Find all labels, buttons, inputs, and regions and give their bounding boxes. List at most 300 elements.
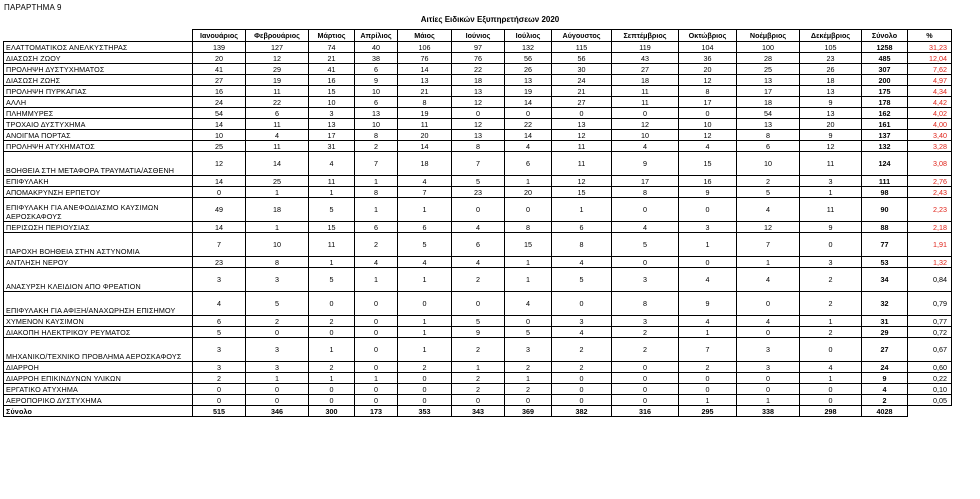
month-value-cell: 9 bbox=[800, 130, 862, 141]
month-value-cell: 5 bbox=[193, 327, 246, 338]
month-value-cell: 7 bbox=[355, 152, 398, 176]
table-row bbox=[4, 119, 952, 130]
month-value-cell: 22 bbox=[505, 119, 552, 130]
cause-cell: ΑΝΟΙΓΜΑ ΠΟΡΤΑΣ bbox=[4, 130, 193, 141]
month-value-cell: 0 bbox=[505, 395, 552, 406]
month-value-cell: 40 bbox=[355, 42, 398, 53]
header-cell: Αύγουστος bbox=[552, 30, 612, 42]
month-value-cell: 4 bbox=[737, 198, 800, 222]
month-value-cell: 104 bbox=[679, 42, 737, 53]
month-value-cell: 0 bbox=[452, 108, 505, 119]
month-value-cell: 3 bbox=[309, 108, 355, 119]
month-value-cell: 74 bbox=[309, 42, 355, 53]
table-row bbox=[4, 316, 952, 327]
month-value-cell: 1 bbox=[452, 362, 505, 373]
table-row bbox=[4, 75, 952, 86]
month-value-cell: 31 bbox=[309, 141, 355, 152]
total-cell: 1258 bbox=[862, 42, 908, 53]
month-value-cell: 12 bbox=[737, 222, 800, 233]
month-value-cell: 41 bbox=[193, 64, 246, 75]
header-cell: Νοέμβριος bbox=[737, 30, 800, 42]
table-row bbox=[4, 86, 952, 97]
sum-empty-cell bbox=[908, 406, 952, 417]
table-row bbox=[4, 176, 952, 187]
month-value-cell: 11 bbox=[800, 198, 862, 222]
month-value-cell: 13 bbox=[452, 86, 505, 97]
total-cell: 485 bbox=[862, 53, 908, 64]
month-value-cell: 9 bbox=[800, 222, 862, 233]
month-value-cell: 3 bbox=[800, 176, 862, 187]
cause-cell: ΕΡΓΑΤΙΚΟ ΑΤΥΧΗΜΑ bbox=[4, 384, 193, 395]
total-cell: 111 bbox=[862, 176, 908, 187]
sum-label: Σύνολο bbox=[4, 406, 193, 417]
month-value-cell: 1 bbox=[355, 176, 398, 187]
cause-cell: ΕΠΙΦΥΛΑΚΗ ΓΙΑ ΑΝΕΦΟΔΙΑΣΜΟ ΚΑΥΣΙΜΩΝ ΑΕΡΟΣΚΑΦΟΥΣ bbox=[4, 198, 193, 222]
month-value-cell: 0 bbox=[612, 198, 679, 222]
month-value-cell: 23 bbox=[800, 53, 862, 64]
month-value-cell: 1 bbox=[679, 233, 737, 257]
month-value-cell: 13 bbox=[800, 86, 862, 97]
month-value-cell: 0 bbox=[612, 395, 679, 406]
total-cell: 4 bbox=[862, 384, 908, 395]
month-value-cell: 0 bbox=[355, 338, 398, 362]
month-value-cell: 11 bbox=[800, 152, 862, 176]
month-value-cell: 5 bbox=[398, 233, 452, 257]
sum-month-cell: 298 bbox=[800, 406, 862, 417]
cause-cell: ΤΡΟΧΑΙΟ ΔΥΣΤΥΧΗΜΑ bbox=[4, 119, 193, 130]
month-value-cell: 8 bbox=[737, 130, 800, 141]
month-value-cell: 11 bbox=[398, 119, 452, 130]
percent-cell: 4,34 bbox=[908, 86, 952, 97]
month-value-cell: 21 bbox=[398, 86, 452, 97]
month-value-cell: 0 bbox=[309, 327, 355, 338]
percent-cell: 1,32 bbox=[908, 257, 952, 268]
month-value-cell: 0 bbox=[452, 198, 505, 222]
cause-cell: ΕΛΑΤΤΟΜΑΤΙΚΟΣ ΑΝΕΛΚΥΣΤΗΡΑΣ bbox=[4, 42, 193, 53]
month-value-cell: 10 bbox=[737, 152, 800, 176]
month-value-cell: 0 bbox=[612, 362, 679, 373]
month-value-cell: 100 bbox=[737, 42, 800, 53]
month-value-cell: 115 bbox=[552, 42, 612, 53]
month-value-cell: 1 bbox=[800, 316, 862, 327]
month-value-cell: 2 bbox=[800, 292, 862, 316]
percent-cell: 4,97 bbox=[908, 75, 952, 86]
month-value-cell: 105 bbox=[800, 42, 862, 53]
month-value-cell: 2 bbox=[452, 268, 505, 292]
sum-month-cell: 346 bbox=[246, 406, 309, 417]
month-value-cell: 11 bbox=[246, 141, 309, 152]
total-cell: 34 bbox=[862, 268, 908, 292]
percent-cell: 3,40 bbox=[908, 130, 952, 141]
header-corner bbox=[4, 30, 193, 42]
month-value-cell: 1 bbox=[398, 327, 452, 338]
percent-cell: 4,42 bbox=[908, 97, 952, 108]
month-value-cell: 5 bbox=[737, 187, 800, 198]
month-value-cell: 22 bbox=[452, 64, 505, 75]
table-row bbox=[4, 257, 952, 268]
month-value-cell: 20 bbox=[398, 130, 452, 141]
month-value-cell: 0 bbox=[552, 108, 612, 119]
table-row bbox=[4, 384, 952, 395]
month-value-cell: 12 bbox=[679, 75, 737, 86]
month-value-cell: 12 bbox=[679, 130, 737, 141]
month-value-cell: 56 bbox=[505, 53, 552, 64]
total-cell: 29 bbox=[862, 327, 908, 338]
total-cell: 88 bbox=[862, 222, 908, 233]
percent-cell: 2,43 bbox=[908, 187, 952, 198]
percent-cell: 2,76 bbox=[908, 176, 952, 187]
total-cell: 307 bbox=[862, 64, 908, 75]
header-cell: Σεπτέμβριος bbox=[612, 30, 679, 42]
month-value-cell: 0 bbox=[355, 327, 398, 338]
percent-cell: 1,91 bbox=[908, 233, 952, 257]
month-value-cell: 4 bbox=[398, 176, 452, 187]
month-value-cell: 4 bbox=[679, 268, 737, 292]
month-value-cell: 49 bbox=[193, 198, 246, 222]
header-cell: Ιούλιος bbox=[505, 30, 552, 42]
month-value-cell: 6 bbox=[505, 152, 552, 176]
month-value-cell: 4 bbox=[612, 222, 679, 233]
month-value-cell: 0 bbox=[505, 316, 552, 327]
month-value-cell: 4 bbox=[452, 222, 505, 233]
month-value-cell: 11 bbox=[246, 119, 309, 130]
total-cell: 161 bbox=[862, 119, 908, 130]
cause-cell: ΒΟΗΘΕΙΑ ΣΤΗ ΜΕΤΑΦΟΡΑ ΤΡΑΥΜΑΤΙΑ/ΑΣΘΕΝΗ bbox=[4, 152, 193, 176]
table-row bbox=[4, 141, 952, 152]
month-value-cell: 2 bbox=[679, 362, 737, 373]
cause-cell: ΠΑΡΟΧΗ ΒΟΗΘΕΙΑ ΣΤΗΝ ΑΣΤΥΝΟΜΙΑ bbox=[4, 233, 193, 257]
month-value-cell: 1 bbox=[398, 268, 452, 292]
month-value-cell: 4 bbox=[679, 141, 737, 152]
month-value-cell: 15 bbox=[309, 222, 355, 233]
total-cell: 98 bbox=[862, 187, 908, 198]
month-value-cell: 3 bbox=[246, 268, 309, 292]
month-value-cell: 4 bbox=[552, 327, 612, 338]
percent-cell: 12,04 bbox=[908, 53, 952, 64]
table-row bbox=[4, 395, 952, 406]
percent-cell: 0,22 bbox=[908, 373, 952, 384]
total-cell: 32 bbox=[862, 292, 908, 316]
month-value-cell: 0 bbox=[737, 292, 800, 316]
month-value-cell: 20 bbox=[679, 64, 737, 75]
month-value-cell: 10 bbox=[309, 97, 355, 108]
month-value-cell: 2 bbox=[505, 384, 552, 395]
month-value-cell: 1 bbox=[505, 176, 552, 187]
month-value-cell: 4 bbox=[612, 141, 679, 152]
month-value-cell: 18 bbox=[612, 75, 679, 86]
total-cell: 24 bbox=[862, 362, 908, 373]
month-value-cell: 19 bbox=[398, 108, 452, 119]
month-value-cell: 1 bbox=[505, 373, 552, 384]
percent-cell: 2,23 bbox=[908, 198, 952, 222]
month-value-cell: 3 bbox=[505, 338, 552, 362]
month-value-cell: 12 bbox=[452, 119, 505, 130]
sum-total-cell: 4028 bbox=[862, 406, 908, 417]
month-value-cell: 1 bbox=[246, 222, 309, 233]
month-value-cell: 4 bbox=[398, 257, 452, 268]
month-value-cell: 27 bbox=[193, 75, 246, 86]
month-value-cell: 0 bbox=[398, 395, 452, 406]
month-value-cell: 14 bbox=[398, 64, 452, 75]
percent-cell: 0,84 bbox=[908, 268, 952, 292]
month-value-cell: 139 bbox=[193, 42, 246, 53]
month-value-cell: 12 bbox=[452, 97, 505, 108]
month-value-cell: 25 bbox=[193, 141, 246, 152]
cause-cell: ΑΕΡΟΠΟΡΙΚΟ ΔΥΣΤΥΧΗΜΑ bbox=[4, 395, 193, 406]
month-value-cell: 26 bbox=[505, 64, 552, 75]
month-value-cell: 0 bbox=[737, 373, 800, 384]
month-value-cell: 0 bbox=[552, 395, 612, 406]
month-value-cell: 28 bbox=[737, 53, 800, 64]
sum-month-cell: 338 bbox=[737, 406, 800, 417]
month-value-cell: 23 bbox=[193, 257, 246, 268]
month-value-cell: 2 bbox=[612, 327, 679, 338]
month-value-cell: 1 bbox=[309, 257, 355, 268]
month-value-cell: 0 bbox=[246, 384, 309, 395]
month-value-cell: 10 bbox=[246, 233, 309, 257]
month-value-cell: 9 bbox=[355, 75, 398, 86]
month-value-cell: 0 bbox=[355, 395, 398, 406]
month-value-cell: 11 bbox=[552, 141, 612, 152]
month-value-cell: 3 bbox=[679, 222, 737, 233]
month-value-cell: 12 bbox=[552, 130, 612, 141]
total-cell: 137 bbox=[862, 130, 908, 141]
header-cell: Ιανουάριος bbox=[193, 30, 246, 42]
month-value-cell: 2 bbox=[246, 316, 309, 327]
cause-cell: ΧΥΜΕΝΟΝ ΚΑΥΣΙΜΟΝ bbox=[4, 316, 193, 327]
month-value-cell: 5 bbox=[552, 268, 612, 292]
percent-cell: 4,00 bbox=[908, 119, 952, 130]
month-value-cell: 12 bbox=[246, 53, 309, 64]
cause-cell: ΜΗΧΑΝΙΚΟ/ΤΕΧΝΙΚΟ ΠΡΟΒΛΗΜΑ ΑΕΡΟΣΚΑΦΟΥΣ bbox=[4, 338, 193, 362]
month-value-cell: 0 bbox=[679, 373, 737, 384]
cause-cell: ΠΡΟΛΗΨΗ ΠΥΡΚΑΓΙΑΣ bbox=[4, 86, 193, 97]
month-value-cell: 0 bbox=[355, 362, 398, 373]
sum-month-cell: 369 bbox=[505, 406, 552, 417]
sum-month-cell: 353 bbox=[398, 406, 452, 417]
header-cell: Οκτώβριος bbox=[679, 30, 737, 42]
month-value-cell: 10 bbox=[355, 119, 398, 130]
month-value-cell: 119 bbox=[612, 42, 679, 53]
month-value-cell: 7 bbox=[398, 187, 452, 198]
month-value-cell: 0 bbox=[679, 108, 737, 119]
month-value-cell: 3 bbox=[193, 268, 246, 292]
month-value-cell: 9 bbox=[612, 152, 679, 176]
total-cell: 124 bbox=[862, 152, 908, 176]
table-row bbox=[4, 108, 952, 119]
month-value-cell: 14 bbox=[193, 176, 246, 187]
month-value-cell: 0 bbox=[612, 373, 679, 384]
table-row bbox=[4, 97, 952, 108]
month-value-cell: 0 bbox=[193, 395, 246, 406]
percent-cell: 0,67 bbox=[908, 338, 952, 362]
month-value-cell: 6 bbox=[737, 141, 800, 152]
month-value-cell: 0 bbox=[355, 292, 398, 316]
month-value-cell: 12 bbox=[800, 141, 862, 152]
month-value-cell: 3 bbox=[193, 362, 246, 373]
month-value-cell: 1 bbox=[552, 198, 612, 222]
month-value-cell: 3 bbox=[612, 316, 679, 327]
month-value-cell: 19 bbox=[246, 75, 309, 86]
month-value-cell: 11 bbox=[552, 152, 612, 176]
month-value-cell: 8 bbox=[612, 292, 679, 316]
month-value-cell: 0 bbox=[355, 316, 398, 327]
percent-cell: 3,08 bbox=[908, 152, 952, 176]
month-value-cell: 9 bbox=[800, 97, 862, 108]
month-value-cell: 0 bbox=[612, 384, 679, 395]
month-value-cell: 0 bbox=[679, 384, 737, 395]
month-value-cell: 18 bbox=[246, 198, 309, 222]
month-value-cell: 10 bbox=[612, 130, 679, 141]
month-value-cell: 1 bbox=[309, 338, 355, 362]
month-value-cell: 2 bbox=[309, 362, 355, 373]
month-value-cell: 127 bbox=[246, 42, 309, 53]
month-value-cell: 0 bbox=[246, 327, 309, 338]
month-value-cell: 4 bbox=[309, 152, 355, 176]
month-value-cell: 0 bbox=[505, 198, 552, 222]
month-value-cell: 30 bbox=[552, 64, 612, 75]
month-value-cell: 8 bbox=[679, 86, 737, 97]
table-row bbox=[4, 64, 952, 75]
cause-cell: ΑΛΛΗ bbox=[4, 97, 193, 108]
month-value-cell: 8 bbox=[398, 97, 452, 108]
month-value-cell: 16 bbox=[193, 86, 246, 97]
month-value-cell: 27 bbox=[612, 64, 679, 75]
month-value-cell: 25 bbox=[246, 176, 309, 187]
month-value-cell: 2 bbox=[452, 373, 505, 384]
month-value-cell: 0 bbox=[800, 233, 862, 257]
month-value-cell: 0 bbox=[552, 292, 612, 316]
month-value-cell: 0 bbox=[309, 384, 355, 395]
month-value-cell: 27 bbox=[552, 97, 612, 108]
month-value-cell: 29 bbox=[246, 64, 309, 75]
month-value-cell: 1 bbox=[355, 373, 398, 384]
month-value-cell: 18 bbox=[800, 75, 862, 86]
percent-cell: 3,28 bbox=[908, 141, 952, 152]
month-value-cell: 11 bbox=[612, 97, 679, 108]
month-value-cell: 1 bbox=[309, 373, 355, 384]
total-cell: 77 bbox=[862, 233, 908, 257]
month-value-cell: 1 bbox=[800, 187, 862, 198]
month-value-cell: 0 bbox=[552, 373, 612, 384]
month-value-cell: 3 bbox=[737, 362, 800, 373]
month-value-cell: 76 bbox=[452, 53, 505, 64]
cause-cell: ΔΙΑΣΩΣΗ ΖΩΗΣ bbox=[4, 75, 193, 86]
month-value-cell: 2 bbox=[505, 362, 552, 373]
total-cell: 132 bbox=[862, 141, 908, 152]
month-value-cell: 6 bbox=[398, 222, 452, 233]
month-value-cell: 18 bbox=[452, 75, 505, 86]
month-value-cell: 8 bbox=[355, 187, 398, 198]
month-value-cell: 2 bbox=[355, 141, 398, 152]
month-value-cell: 76 bbox=[398, 53, 452, 64]
month-value-cell: 10 bbox=[193, 130, 246, 141]
month-value-cell: 11 bbox=[612, 86, 679, 97]
percent-cell: 0,10 bbox=[908, 384, 952, 395]
month-value-cell: 5 bbox=[452, 176, 505, 187]
month-value-cell: 2 bbox=[800, 268, 862, 292]
month-value-cell: 0 bbox=[452, 395, 505, 406]
percent-cell: 0,77 bbox=[908, 316, 952, 327]
table-title: Αιτίες Ειδικών Εξυπηρετήσεων 2020 bbox=[420, 15, 560, 24]
month-value-cell: 25 bbox=[737, 64, 800, 75]
month-value-cell: 54 bbox=[737, 108, 800, 119]
month-value-cell: 2 bbox=[452, 384, 505, 395]
month-value-cell: 14 bbox=[398, 141, 452, 152]
month-value-cell: 1 bbox=[355, 268, 398, 292]
table-row bbox=[4, 373, 952, 384]
month-value-cell: 3 bbox=[552, 316, 612, 327]
month-value-cell: 15 bbox=[505, 233, 552, 257]
header-cell: Σύνολο bbox=[862, 30, 908, 42]
month-value-cell: 7 bbox=[679, 338, 737, 362]
cause-cell: ΔΙΑΡΡΟΗ bbox=[4, 362, 193, 373]
month-value-cell: 13 bbox=[800, 108, 862, 119]
month-value-cell: 2 bbox=[452, 338, 505, 362]
month-value-cell: 21 bbox=[552, 86, 612, 97]
month-value-cell: 1 bbox=[505, 268, 552, 292]
month-value-cell: 16 bbox=[309, 75, 355, 86]
sum-row bbox=[4, 406, 952, 417]
sum-month-cell: 515 bbox=[193, 406, 246, 417]
percent-cell: 2,18 bbox=[908, 222, 952, 233]
month-value-cell: 3 bbox=[246, 362, 309, 373]
month-value-cell: 3 bbox=[737, 338, 800, 362]
month-value-cell: 0 bbox=[800, 395, 862, 406]
cause-cell: ΕΠΙΦΥΛΑΚΗ ΓΙΑ ΑΦΙΞΗ/ΑΝΑΧΩΡΗΣΗ ΕΠΙΣΗΜΟΥ bbox=[4, 292, 193, 316]
month-value-cell: 0 bbox=[679, 257, 737, 268]
month-value-cell: 9 bbox=[679, 187, 737, 198]
total-cell: 27 bbox=[862, 338, 908, 362]
causes-table bbox=[3, 29, 952, 417]
month-value-cell: 6 bbox=[193, 316, 246, 327]
percent-cell: 0,72 bbox=[908, 327, 952, 338]
month-value-cell: 0 bbox=[612, 257, 679, 268]
month-value-cell: 14 bbox=[193, 222, 246, 233]
month-value-cell: 0 bbox=[398, 384, 452, 395]
month-value-cell: 26 bbox=[800, 64, 862, 75]
header-row bbox=[4, 30, 952, 42]
month-value-cell: 0 bbox=[737, 384, 800, 395]
total-cell: 200 bbox=[862, 75, 908, 86]
month-value-cell: 3 bbox=[800, 257, 862, 268]
month-value-cell: 10 bbox=[679, 119, 737, 130]
cause-cell: ΠΡΟΛΗΨΗ ΑΤΥΧΗΜΑΤΟΣ bbox=[4, 141, 193, 152]
month-value-cell: 13 bbox=[355, 108, 398, 119]
month-value-cell: 13 bbox=[309, 119, 355, 130]
month-value-cell: 2 bbox=[398, 362, 452, 373]
header-cell: Φεβρουάριος bbox=[246, 30, 309, 42]
month-value-cell: 14 bbox=[246, 152, 309, 176]
month-value-cell: 0 bbox=[737, 327, 800, 338]
table-row bbox=[4, 292, 952, 316]
month-value-cell: 2 bbox=[355, 233, 398, 257]
month-value-cell: 17 bbox=[679, 97, 737, 108]
month-value-cell: 1 bbox=[246, 373, 309, 384]
table-row bbox=[4, 42, 952, 53]
month-value-cell: 18 bbox=[737, 97, 800, 108]
month-value-cell: 3 bbox=[612, 268, 679, 292]
table-row bbox=[4, 53, 952, 64]
month-value-cell: 1 bbox=[246, 187, 309, 198]
month-value-cell: 5 bbox=[309, 268, 355, 292]
month-value-cell: 0 bbox=[355, 384, 398, 395]
table-row bbox=[4, 152, 952, 176]
table-row bbox=[4, 222, 952, 233]
month-value-cell: 43 bbox=[612, 53, 679, 64]
header-cell: % bbox=[908, 30, 952, 42]
month-value-cell: 15 bbox=[552, 187, 612, 198]
